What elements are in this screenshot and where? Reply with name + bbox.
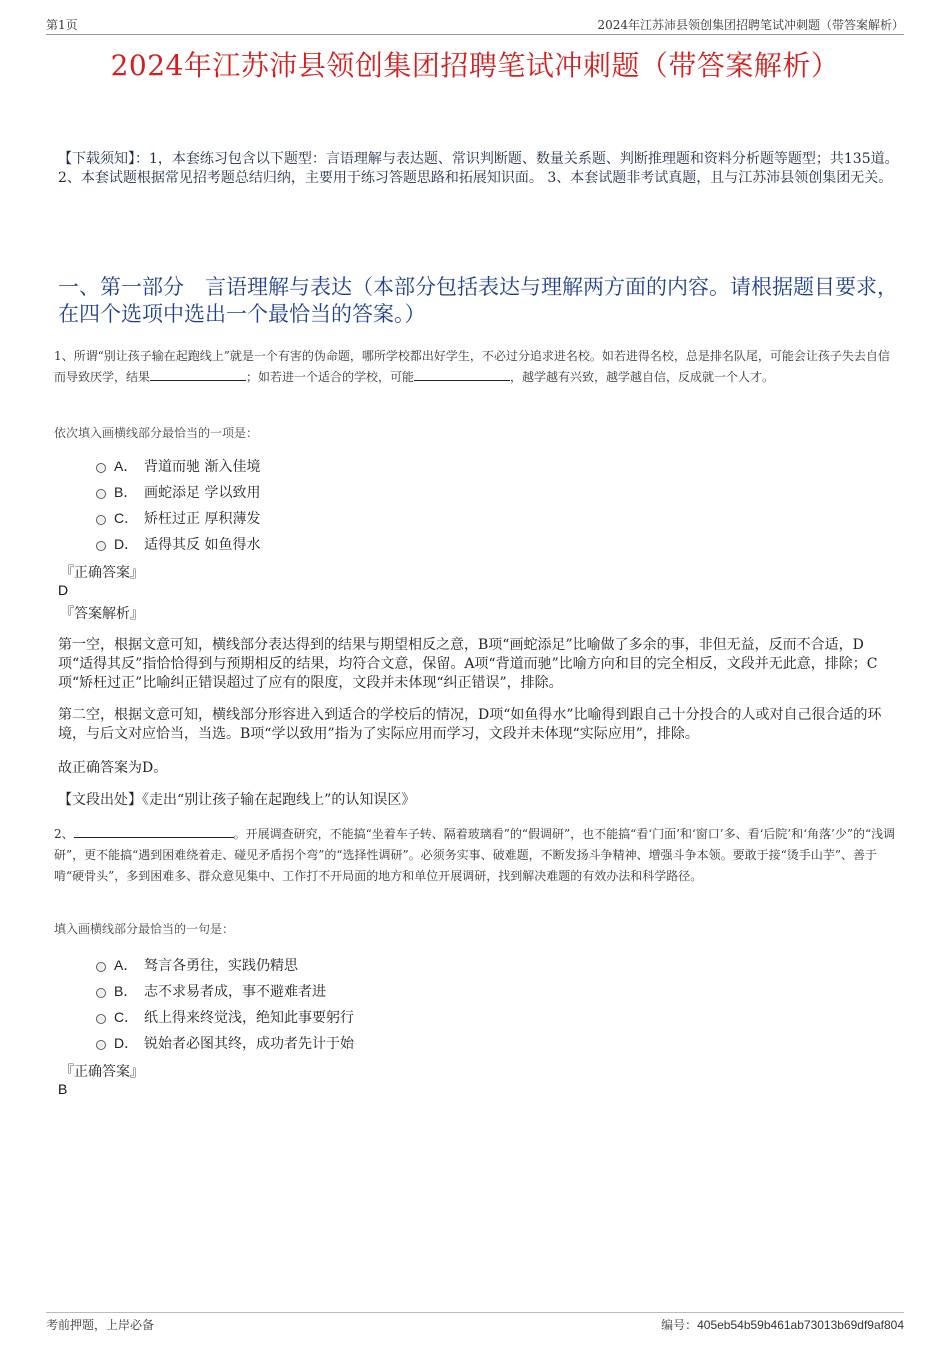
option-c[interactable]: C． 矫枉过正 厚积薄发 xyxy=(96,505,260,531)
radio-icon[interactable] xyxy=(96,489,106,499)
footer-code xyxy=(661,1316,904,1333)
radio-icon[interactable] xyxy=(96,962,106,972)
fill-blank-1 xyxy=(150,368,246,381)
correct-answer-label: 『正确答案』 xyxy=(60,1064,144,1080)
download-notice: 【下载须知】：1，本套练习包含以下题型：言语理解与表达题、常识判断题、数量关系题、判断推理题和资料分析题等题型；共135道。 2、本套试题根据常见招考题总结归纳，主要用于练习答题思路和拓展知识面。 3、本套试题非考试真题，且与江苏沛县领创集团无关。 xyxy=(58,151,899,186)
correct-answer-value: D xyxy=(58,582,69,598)
footer-slogan: 考前押题，上岸必备 xyxy=(46,1318,155,1332)
option-d[interactable]: D． 锐始者必图其终，成功者先计于始 xyxy=(96,1030,354,1056)
correct-answer-value: B xyxy=(58,1081,68,1097)
section-heading: 一、第一部分 言语理解与表达（本部分包括表达与理解两方面的内容。请根据题目要求，在四个选项中选出一个最恰当的答案。） xyxy=(58,275,898,326)
question-2-options xyxy=(96,952,354,1056)
fill-blank-2 xyxy=(414,368,510,381)
option-b[interactable]: B． 画蛇添足 学以致用 xyxy=(96,479,260,505)
radio-icon[interactable] xyxy=(96,463,106,473)
analysis-paragraph-1: 第一空，根据文意可知，横线部分表达得到的结果与期望相反之意，B项“画蛇添足”比喻做了多余的事，非但无益，反而不合适，D项“适得其反”指恰恰得到与预期相反的结果，均符合文意，保留。A项“背道而驰”比喻方向和目的完全相反，文段并无此意，排除；C项“矫枉过正”比喻纠正错误超过了应有的限度，文段并未体现“纠正错误”，排除。 xyxy=(58,637,878,691)
correct-answer-label: 『正确答案』 xyxy=(60,565,144,581)
radio-icon[interactable] xyxy=(96,988,106,998)
page-header xyxy=(46,14,904,35)
page-number: 第1页 xyxy=(46,18,78,32)
question-1-stem xyxy=(54,346,900,388)
header-doc-name: 2024年江苏沛县领创集团招聘笔试冲刺题（带答案解析） xyxy=(597,18,904,32)
question-2-stem-text: 。开展调查研究，不能搞“坐着车子转、隔着玻璃看”的“假调研”，也不能搞“看‘门面’和‘窗口’多、看‘后院’和‘角落’少”的“浅调研”，更不能搞“遇到困难绕着走、碰见矛盾拐个弯”的“选择性调研”。必须务实事、破难题，不断发扬斗争精神、增强斗争本领。要敢于接“烫手山芋”、善于啃“硬骨头”，多到困难多、群众意见集中、工作打不开局面的地方和单位开展调研，找到解决难题的有效办法和科学路径。 xyxy=(54,827,896,883)
question-1-stem-part-a: 1、所谓“别让孩子输在起跑线上”就是一个有害的伪命题，哪所学校都出好学生，不必过分追求进名校。如若进得名校，总是排名队尾，可能会让孩子失去自信而导致厌学，结果 xyxy=(54,349,890,384)
option-a[interactable]: A． 背道而驰 渐入佳境 xyxy=(96,453,260,479)
question-2-number: 2、 xyxy=(54,827,74,841)
analysis-paragraph-2: 第二空，根据文意可知，横线部分形容进入到适合的学校后的情况，D项“如鱼得水”比喻得到跟自己十分投合的人或对自己很合适的环境，与后文对应恰当，当选。B项“学以致用”指为了实际应用而学习，文段并未体现“实际应用”，排除。 xyxy=(58,707,882,742)
radio-icon[interactable] xyxy=(96,541,106,551)
radio-icon[interactable] xyxy=(96,1014,106,1024)
page-footer xyxy=(46,1312,904,1337)
analysis-label: 『答案解析』 xyxy=(60,606,144,622)
option-d[interactable]: D． 适得其反 如鱼得水 xyxy=(96,531,260,557)
question-2-stem xyxy=(54,824,900,887)
document-title: 2024年江苏沛县领创集团招聘笔试冲刺题（带答案解析） xyxy=(110,49,840,82)
source-reference: 【文段出处】《走出“别让孩子输在起跑线上”的认知误区》 xyxy=(58,792,416,808)
radio-icon[interactable] xyxy=(96,1040,106,1050)
option-b[interactable]: B． 志不求易者成，事不避难者进 xyxy=(96,978,354,1004)
question-1-stem-part-c: ，越学越有兴致，越学越自信，反成就一个人才。 xyxy=(510,370,775,384)
question-2-instruction: 填入画横线部分最恰当的一句是： xyxy=(54,922,235,936)
radio-icon[interactable] xyxy=(96,515,106,525)
question-1-stem-part-b: ；如若进一个适合的学校，可能 xyxy=(246,370,415,384)
fill-blank-3 xyxy=(74,825,234,838)
question-1-instruction: 依次填入画横线部分最恰当的一项是： xyxy=(54,426,259,440)
footer-code-label: 编号： xyxy=(661,1318,698,1332)
option-a[interactable]: A． 驽言各勇往，实践仍精思 xyxy=(96,952,354,978)
footer-code-value: 405eb54b59b461ab73013b69df9af804 xyxy=(697,1318,904,1332)
question-1-options xyxy=(96,453,260,557)
option-c[interactable]: C． 纸上得来终觉浅，绝知此事要躬行 xyxy=(96,1004,354,1030)
analysis-conclusion: 故正确答案为D。 xyxy=(58,760,168,776)
